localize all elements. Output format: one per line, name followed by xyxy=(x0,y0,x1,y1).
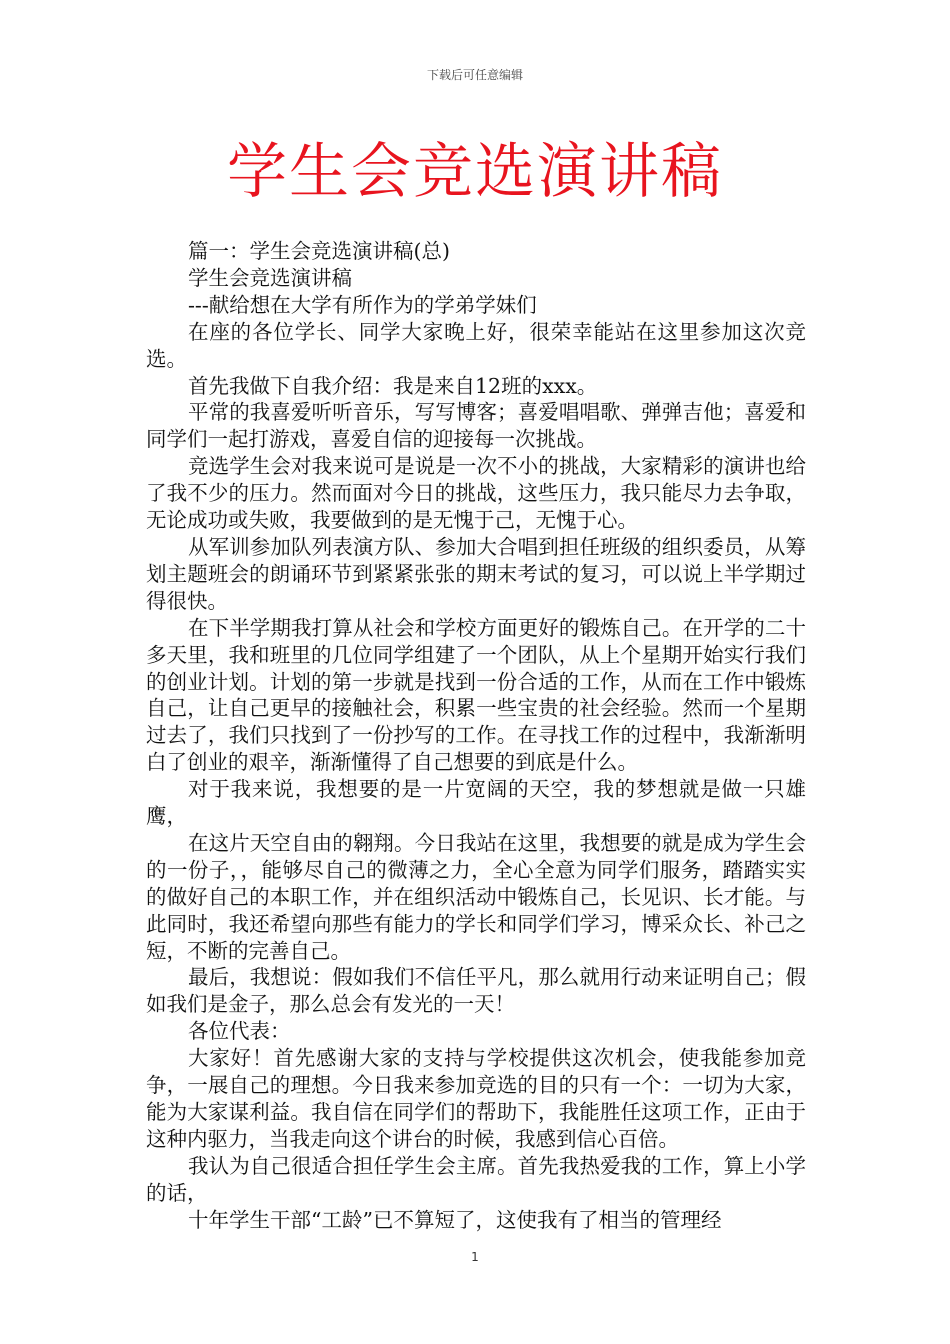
document-title: 学生会竞选演讲稿 xyxy=(227,137,723,207)
paragraph: 在座的各位学长、同学大家晚上好，很荣幸能站在这里参加这次竞选。 xyxy=(146,319,806,371)
page-header: 下载后可任意编辑 xyxy=(426,68,523,82)
page-number: 1 xyxy=(471,1250,479,1264)
paragraph: 篇一：学生会竞选演讲稿(总) xyxy=(188,239,450,263)
paragraph: 学生会竞选演讲稿 xyxy=(188,265,352,290)
paragraph: 我认为自己很适合担任学生会主席。首先我热爱我的工作，算上小学的话， xyxy=(146,1153,806,1205)
paragraph: 从军训参加队列表演方队、参加大合唱到担任班级的组织委员，从筹划主题班会的朗诵环节到紧紧张张的期末考试的复习，可以说上半学期过得很快。 xyxy=(146,534,806,613)
paragraph: 在这片天空自由的翱翔。今日我站在这里，我想要的就是成为学生会的一份子，，能够尽自己的微薄之力，全心全意为同学们服务，踏踏实实的做好自己的本职工作，并在组织活动中锻炼自己，长见识、长才能。与此同时，我还希望向那些有能力的学长和同学们学习，博采众长、补己之短，不断的完善自己。 xyxy=(146,830,806,963)
paragraph: 平常的我喜爱听听音乐，写写博客；喜爱唱唱歌、弹弹吉他；喜爱和同学们一起打游戏，喜爱自信的迎接每一次挑战。 xyxy=(146,400,806,452)
paragraph: 最后，我想说：假如我们不信任平凡，那么就用行动来证明自己；假如我们是金子，那么总会有发光的一天！ xyxy=(146,965,806,1017)
paragraph: 各位代表： xyxy=(188,1019,291,1044)
document-body xyxy=(146,238,806,1234)
paragraph: 对于我来说，我想要的是一片宽阔的天空，我的梦想就是做一只雄鹰， xyxy=(146,777,806,829)
paragraph: ---献给想在大学有所作为的学弟学妹们 xyxy=(188,292,537,317)
paragraph: 竞选学生会对我来说可是说是一次不小的挑战，大家精彩的演讲也给了我不少的压力。然而面对今日的挑战，这些压力，我只能尽力去争取，无论成功或失败，我要做到的是无愧于己，无愧于心。 xyxy=(146,454,806,533)
paragraph: 在下半学期我打算从社会和学校方面更好的锻炼自己。在开学的二十多天里，我和班里的几位同学组建了一个团队，从上个星期开始实行我们的创业计划。计划的第一步就是找到一份合适的工作，从而在工作中锻炼自己，让自己更早的接触社会，积累一些宝贵的社会经验。然而一个星期过去了，我们只找到了一份抄写的工作。在寻找工作的过程中，我渐渐明白了创业的艰辛，渐渐懂得了自己想要的到底是什么。 xyxy=(146,615,806,775)
paragraph: 大家好！首先感谢大家的支持与学校提供这次机会，使我能参加竞争，一展自己的理想。今日我来参加竞选的目的只有一个：一切为大家，能为大家谋利益。我自信在同学们的帮助下，我能胜任这项工作，正由于这种内驱力，当我走向这个讲台的时候，我感到信心百倍。 xyxy=(146,1046,806,1151)
paragraph: 十年学生干部“工龄”已不算短了，这使我有了相当的管理经 xyxy=(188,1207,722,1232)
paragraph: 首先我做下自我介绍：我是来自12班的xxx。 xyxy=(188,373,598,398)
